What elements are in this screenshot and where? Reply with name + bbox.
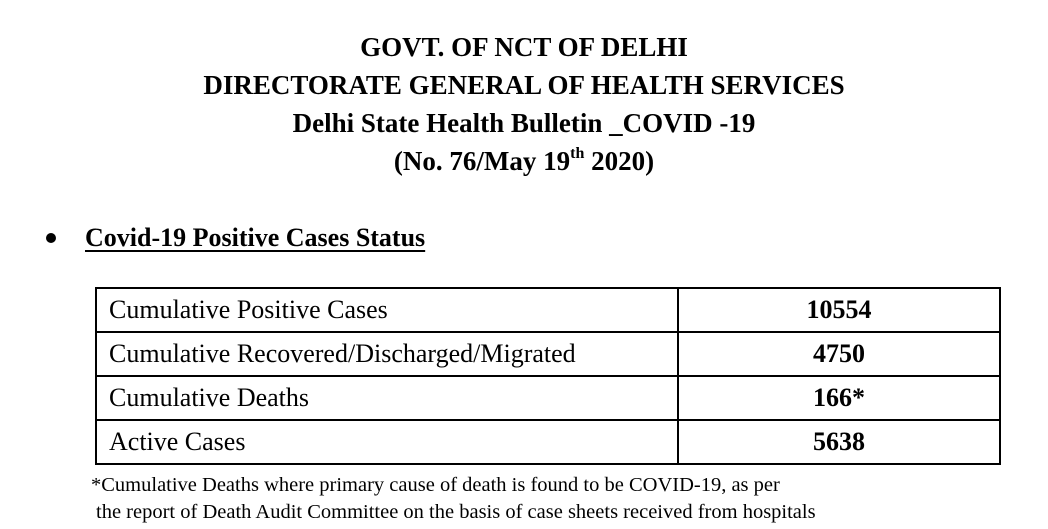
row-value: 10554 bbox=[678, 288, 1000, 332]
footnote-line-1: *Cumulative Deaths where primary cause of death is found to be COVID-19, as per bbox=[91, 474, 780, 496]
table-row bbox=[96, 288, 1000, 332]
bullet-icon bbox=[46, 233, 56, 243]
deaths-footnote bbox=[91, 472, 1041, 526]
row-label: Active Cases bbox=[96, 420, 678, 464]
bulletin-title: Delhi State Health Bulletin _COVID -19 bbox=[292, 108, 756, 138]
footnote-line-2: the report of Death Audit Committee on the basis of case sheets received from hospitals bbox=[96, 501, 816, 523]
section-heading bbox=[46, 218, 425, 258]
bulletin-header bbox=[0, 28, 1048, 180]
section-title: Covid-19 Positive Cases Status bbox=[85, 223, 426, 252]
row-label: Cumulative Recovered/Discharged/Migrated bbox=[96, 332, 678, 376]
bulletin-number bbox=[0, 142, 1048, 180]
bulletin-number-suffix: 2020) bbox=[584, 146, 655, 176]
row-value: 166* bbox=[678, 376, 1000, 420]
cases-status-table bbox=[95, 287, 1001, 465]
date-ordinal-suffix: th bbox=[570, 145, 585, 162]
row-value: 5638 bbox=[678, 420, 1000, 464]
department-title: GOVT. OF NCT OF DELHI bbox=[360, 32, 688, 62]
row-value: 4750 bbox=[678, 332, 1000, 376]
row-label: Cumulative Positive Cases bbox=[96, 288, 678, 332]
directorate-title: DIRECTORATE GENERAL OF HEALTH SERVICES bbox=[203, 70, 845, 100]
bulletin-number-prefix: (No. 76/May 19 bbox=[393, 146, 571, 176]
row-label: Cumulative Deaths bbox=[96, 376, 678, 420]
table-row bbox=[96, 420, 1000, 464]
table-row bbox=[96, 376, 1000, 420]
table-row bbox=[96, 332, 1000, 376]
